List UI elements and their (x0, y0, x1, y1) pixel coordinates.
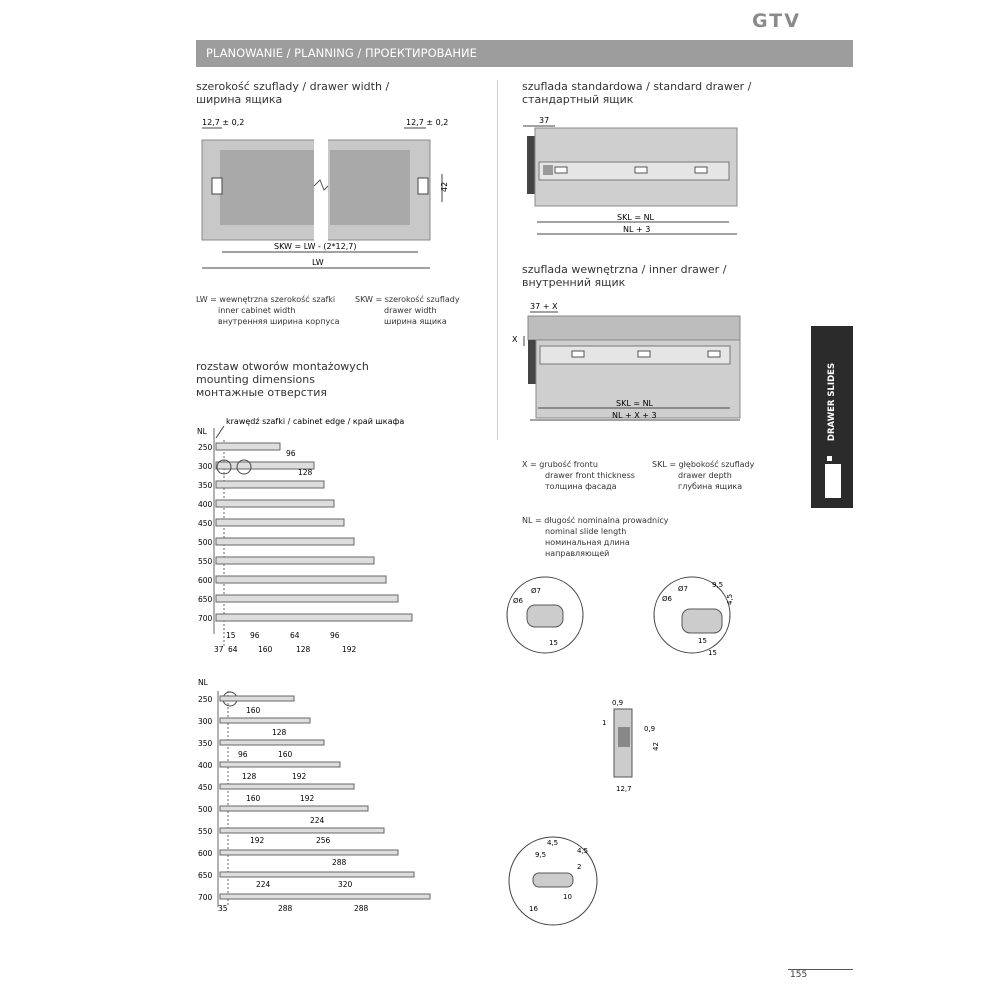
legend-x-2: drawer front thickness (545, 471, 635, 480)
row2-9: 700 (198, 893, 213, 902)
row-label-1-7: 600 (198, 576, 213, 585)
row-label-1-1: 300 (198, 462, 213, 471)
column-divider (497, 80, 498, 440)
drawer-icon-knob (827, 456, 832, 461)
pd-09b: 0,9 (644, 725, 656, 733)
standard-drawer-title-1: szuflada standardowa / standard drawer / (522, 80, 752, 93)
dim-42: 42 (440, 181, 449, 192)
row-label-1-6: 550 (198, 557, 213, 566)
row2-6: 550 (198, 827, 213, 836)
brand-logo: GTV (752, 10, 801, 32)
d2-2: 96 (238, 750, 248, 759)
bottom-top-2: 64 (290, 631, 300, 640)
hd1-d6: Ø6 (513, 597, 523, 605)
inner-x: X (512, 335, 518, 344)
inner-skl: SKL = NL (616, 399, 654, 408)
inner-drawer-title-1: szuflada wewnętrzna / inner drawer / (522, 263, 727, 276)
drawer-icon (825, 464, 841, 498)
inner-nlx3: NL + X + 3 (612, 411, 657, 420)
hd3-d45: 4,5 (547, 839, 559, 847)
pd-42: 42 (652, 742, 660, 751)
bottom-top-3: 96 (330, 631, 340, 640)
bottom-low-4: 192 (342, 645, 357, 654)
std-skl: SKL = NL (617, 213, 655, 222)
side-tab-label: DRAWER SLIDES (827, 362, 837, 442)
row2-7: 600 (198, 849, 213, 858)
hd2-d6: Ø6 (662, 595, 672, 603)
skw-formula: SKW = LW - (2*12,7) (274, 242, 357, 251)
inner-dim-37x: 37 + X (530, 302, 558, 311)
d2-11: 288 (332, 858, 347, 867)
bottom-low-2: 160 (258, 645, 273, 654)
hd3-d16: 16 (529, 905, 538, 913)
std-dim-37: 37 (539, 116, 550, 125)
hd2-d95: 9,5 (712, 581, 724, 589)
legend-lw-1: LW = wewnętrzna szerokość szafki (196, 295, 336, 304)
dim-128: 128 (298, 468, 313, 477)
legend-nl-4: направляющей (545, 549, 610, 558)
hd2-d15b: 15 (708, 649, 717, 657)
row-label-1-2: 350 (198, 481, 213, 490)
nl-label-1: NL (197, 427, 207, 436)
d2-7: 192 (300, 794, 315, 803)
section-header-band: PLANOWANIE / PLANNING / ПРОЕКТИРОВАНИЕ (196, 40, 853, 67)
legend-skw-3: ширина ящика (384, 317, 447, 326)
d2-0: 160 (246, 706, 261, 715)
row-label-1-9: 700 (198, 614, 213, 623)
row-label-1-4: 450 (198, 519, 213, 528)
hd3-d45b: 4,5 (577, 847, 589, 855)
bottom-top-0: 15 (226, 631, 236, 640)
drawer-width-title-2: ширина ящика (196, 93, 283, 106)
drawer-width-diagram (190, 112, 450, 277)
bottom-low-1: 64 (228, 645, 238, 654)
hd3-d95: 9,5 (535, 851, 547, 859)
legend-nl-3: номинальная длина (545, 538, 630, 547)
b2-2: 288 (354, 904, 369, 913)
row-label-1-3: 400 (198, 500, 213, 509)
hd2-d15a: 15 (698, 637, 707, 645)
legend-lw-2: inner cabinet width (218, 306, 296, 315)
bottom-top-1: 96 (250, 631, 260, 640)
hd2-d45: 4,5 (726, 593, 734, 605)
pd-09a: 0,9 (612, 699, 624, 707)
row2-0: 250 (198, 695, 213, 704)
legend-nl-2: nominal slide length (545, 527, 627, 536)
pd-127: 12,7 (616, 785, 632, 793)
row2-1: 300 (198, 717, 213, 726)
dim-96: 96 (286, 449, 296, 458)
row2-2: 350 (198, 739, 213, 748)
standard-drawer-diagram (515, 112, 745, 242)
mounting-chart-2 (194, 675, 444, 915)
lw-label: LW (312, 258, 324, 267)
legend-x-3: толщина фасада (545, 482, 617, 491)
legend-nl-1: NL = długość nominalna prowadnicy (522, 516, 669, 525)
pd-1: 1 (602, 719, 607, 727)
mounting-title-1: rozstaw otworów montażowych (196, 360, 369, 373)
d2-9: 192 (250, 836, 265, 845)
legend-skw-2: drawer width (384, 306, 437, 315)
dim-left: 12,7 ± 0,2 (202, 118, 245, 127)
hd3-d10: 10 (563, 893, 572, 901)
d2-1: 128 (272, 728, 287, 737)
inner-drawer-title-2: внутренний ящик (522, 276, 626, 289)
legend-skw-1: SKW = szerokość szuflady (355, 295, 460, 304)
legend-skl-1: SKL = głębokość szuflady (652, 460, 755, 469)
profile-detail (600, 697, 670, 797)
legend-lw-3: внутренняя ширина корпуса (218, 317, 340, 326)
cabinet-edge-label: krawędź szafki / cabinet edge / край шкафа (226, 417, 405, 426)
hd3-d2: 2 (577, 863, 582, 871)
d2-4: 128 (242, 772, 257, 781)
bottom-low-0: 37 (214, 645, 224, 654)
hole-detail-2 (652, 575, 742, 665)
hole-detail-1 (505, 575, 585, 660)
mounting-title-3: монтажные отверстия (196, 386, 328, 399)
mounting-title-2: mounting dimensions (196, 373, 315, 386)
hole-detail-3 (505, 833, 600, 928)
legend-skl-3: глубина ящика (678, 482, 743, 491)
row-label-1-0: 250 (198, 443, 213, 452)
d2-6: 160 (246, 794, 261, 803)
hd1-d15: 15 (549, 639, 558, 647)
d2-12: 224 (256, 880, 271, 889)
dim-right: 12,7 ± 0,2 (406, 118, 449, 127)
legend-skl-2: drawer depth (678, 471, 732, 480)
mounting-chart-1 (194, 412, 414, 657)
b2-0: 35 (218, 904, 228, 913)
standard-drawer-title-2: стандартный ящик (522, 93, 634, 106)
hd1-d7: Ø7 (531, 587, 541, 595)
nl-label-2: NL (198, 678, 208, 687)
hd2-d7: Ø7 (678, 585, 688, 593)
d2-5: 192 (292, 772, 307, 781)
row2-3: 400 (198, 761, 213, 770)
row2-5: 500 (198, 805, 213, 814)
drawer-width-title-1: szerokość szuflady / drawer width / (196, 80, 390, 93)
row-label-1-5: 500 (198, 538, 213, 547)
d2-3: 160 (278, 750, 293, 759)
bottom-low-3: 128 (296, 645, 311, 654)
row2-4: 450 (198, 783, 213, 792)
page-number: 155 (790, 970, 808, 980)
b2-1: 288 (278, 904, 293, 913)
inner-drawer-diagram (508, 296, 748, 431)
d2-8: 224 (310, 816, 325, 825)
std-nl3: NL + 3 (623, 225, 651, 234)
d2-10: 256 (316, 836, 331, 845)
row2-8: 650 (198, 871, 213, 880)
row-label-1-8: 650 (198, 595, 213, 604)
d2-13: 320 (338, 880, 353, 889)
legend-x-1: X = grubość frontu (522, 460, 598, 469)
